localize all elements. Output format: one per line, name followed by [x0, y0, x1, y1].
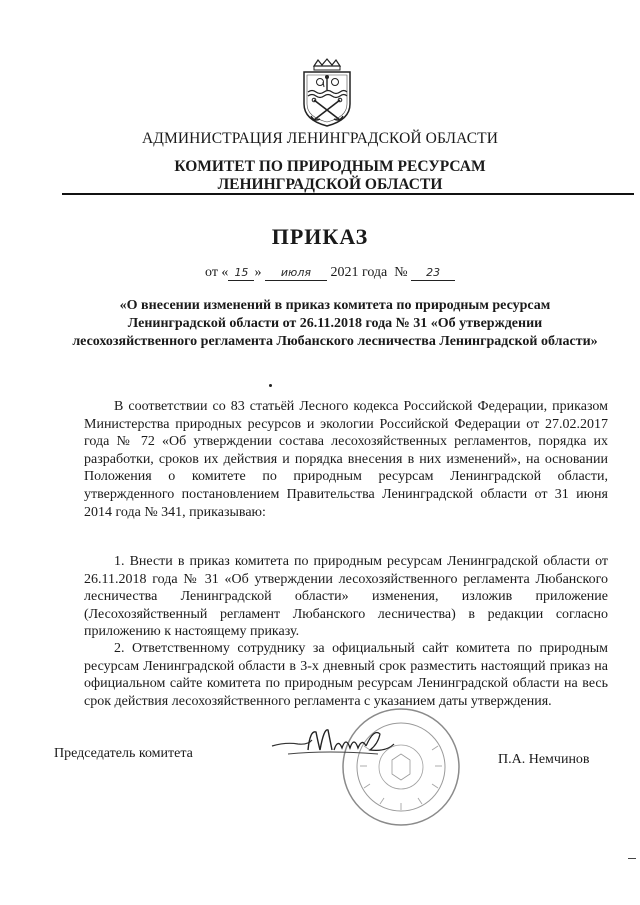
date-day: 15: [228, 266, 254, 281]
scan-mark: [628, 858, 636, 859]
date-year: 2021 года: [330, 265, 388, 280]
document-subject: «О внесении изменений в приказ комитета по природным ресурсам Ленинградской области от 26.11.2018 года № 31 «Об утверждении лесохозяйственного регламента Любанского лесничества Ленинградской области»: [72, 298, 598, 349]
date-line: [205, 265, 455, 281]
signatory-position: Председатель комитета: [54, 746, 193, 761]
signatory-name: П.А. Немчинов: [498, 752, 590, 767]
coat-of-arms-icon: [300, 58, 354, 128]
number-sign: №: [394, 265, 408, 280]
committee-name: [80, 158, 580, 194]
scan-dot: [269, 384, 272, 387]
administration-name: АДМИНИСТРАЦИЯ ЛЕНИНГРАДСКОЙ ОБЛАСТИ: [142, 130, 498, 147]
handwritten-signature-icon: [268, 720, 408, 764]
intro-paragraph: В соответствии со 83 статьёй Лесного кодекса Российской Федерации, приказом Министерства природных ресурсов и экологии Российской Федерации от 27.02.2017 года № 72 «Об утверждении состава лесохозяйственных регламентов, порядка их разработки, сроков их действия и порядка внесения в них изменений», на основании Положения о комитете по природным ресурсам Ленинградской области, утвержденного постановлением Правительства Ленинградской области от 31 июня 2014 года № 341, приказываю:: [84, 399, 608, 520]
date-prefix: от «: [205, 265, 229, 280]
committee-name-line1: КОМИТЕТ ПО ПРИРОДНЫМ РЕСУРСАМ: [174, 158, 486, 175]
order-item-1: 1. Внести в приказ комитета по природным ресурсам Ленинградской области от 26.11.2018 года № 31 «Об утверждении лесохозяйственного регламента Любанского лесничества Ленинградской области» изменения, изложив приложение (Лесохозяйственный регламент Любанского лесничества) в редакции согласно приложению к настоящему приказу.: [84, 554, 608, 640]
committee-name-line2: ЛЕНИНГРАДСКОЙ ОБЛАСТИ: [217, 176, 443, 193]
order-item-2: 2. Ответственному сотруднику за официальный сайт комитета по природным ресурсам Ленинградской области в 3-х дневный срок разместить настоящий приказ на официальном сайте комитета по природным ресурсам Ленинградской области на весь срок действия лесохозяйственного регламента с указанием даты утверждения.: [84, 641, 608, 709]
date-month: июля: [265, 266, 327, 281]
document-number: 23: [411, 266, 455, 281]
header-divider: [62, 193, 634, 195]
date-mid: »: [254, 265, 262, 280]
document-title: ПРИКАЗ: [271, 224, 369, 249]
